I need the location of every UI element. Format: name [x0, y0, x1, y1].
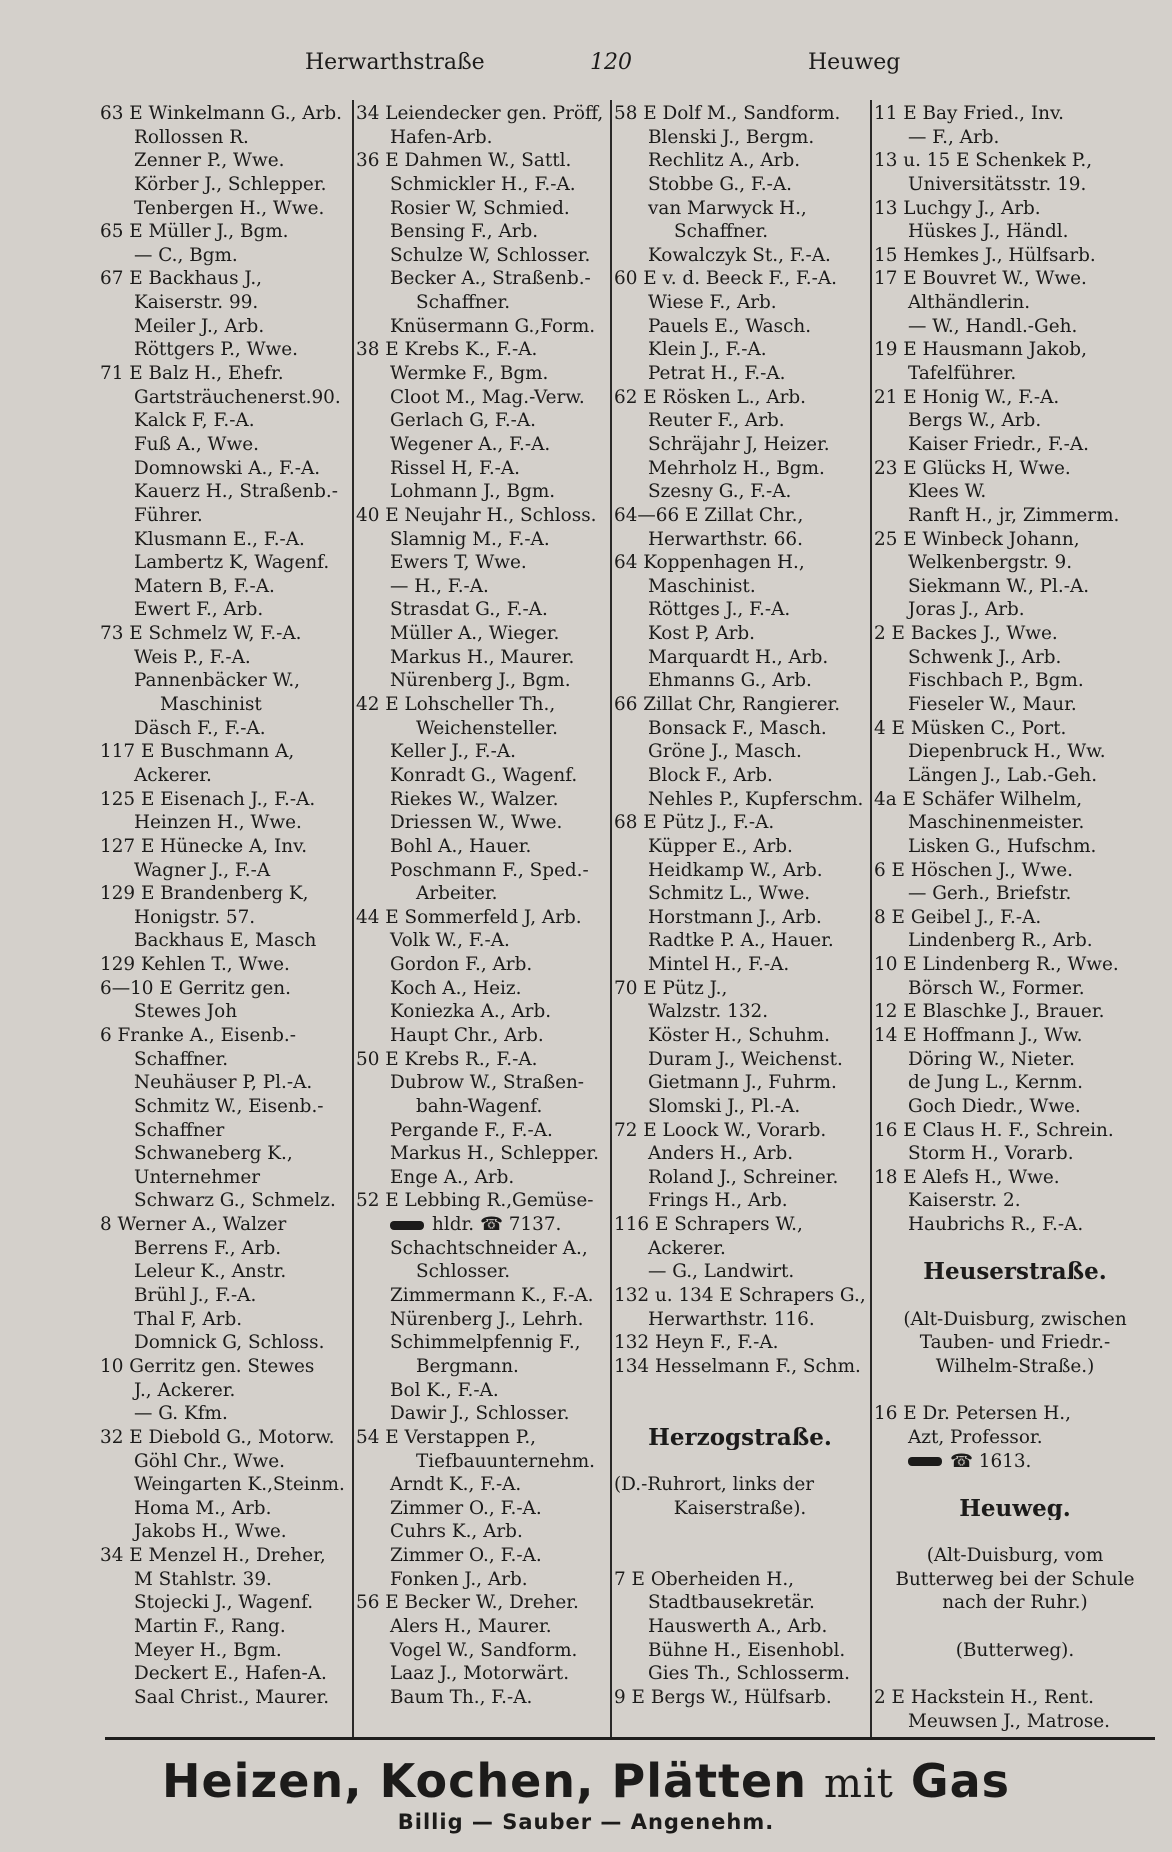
directory-entry: Knüsermann G.,Form.: [390, 315, 596, 337]
directory-entry: Schaffner.: [416, 292, 511, 314]
directory-entry: Domnowski A., F.-A.: [134, 457, 321, 479]
directory-entry: Schulze W, Schlosser.: [390, 244, 591, 266]
directory-entry: [614, 1379, 866, 1403]
directory-entry: Block F., Arb.: [648, 764, 773, 786]
directory-entry: 58 E Dolf M., Sandform.: [614, 103, 841, 124]
directory-entry: Stewes Joh: [134, 1001, 238, 1023]
directory-entry: Cloot M., Mag.-Verw.: [390, 386, 585, 408]
directory-entry: Ewert F., Arb.: [134, 599, 264, 621]
directory-entry: (Alt-Duisburg, vom: [926, 1545, 1104, 1567]
directory-entry: Dawir J., Schlosser.: [390, 1403, 570, 1425]
directory-entry: Herwarthstr. 116.: [648, 1308, 815, 1330]
directory-entry: Tiefbauunternehm.: [416, 1450, 596, 1472]
directory-entry: Schwenk J., Arb.: [908, 646, 1062, 668]
directory-entry: Cuhrs K., Arb.: [390, 1521, 523, 1543]
directory-entry: Körber J., Schlepper.: [134, 173, 327, 195]
directory-entry: Marquardt H., Arb.: [648, 646, 829, 668]
directory-entry: Vogel W., Sandform.: [390, 1639, 578, 1661]
directory-entry: 72 E Loock W., Vorarb.: [614, 1119, 827, 1141]
directory-entry: Althändlerin.: [908, 292, 1031, 314]
column-1: [100, 102, 350, 1710]
directory-entry: Längen J., Lab.-Geh.: [908, 764, 1098, 786]
directory-entry: [614, 1402, 866, 1426]
directory-entry: 12 E Blaschke J., Brauer.: [874, 1001, 1105, 1023]
directory-entry: Walzstr. 132.: [648, 1001, 769, 1023]
directory-entry: Göhl Chr., Wwe.: [134, 1450, 285, 1472]
directory-entry: Anders H., Arb.: [648, 1143, 794, 1165]
directory-entry: 9 E Bergs W., Hülfsarb.: [614, 1686, 832, 1708]
directory-entry: 10 E Lindenberg R., Wwe.: [874, 954, 1119, 976]
directory-entry: Gartsträuchenerst.90.: [134, 386, 341, 408]
directory-entry: Bühne H., Eisenhobl.: [648, 1639, 846, 1661]
directory-entry: Weichensteller.: [416, 717, 559, 739]
column-divider: [610, 100, 612, 1738]
directory-entry: [614, 1520, 866, 1544]
directory-entry: Thal F, Arb.: [134, 1308, 243, 1330]
directory-entry: Stojecki J., Wagenf.: [134, 1592, 314, 1614]
directory-entry: Berrens F., Arb.: [134, 1237, 282, 1259]
directory-entry: Azt, Professor.: [908, 1426, 1043, 1448]
page-number: 120: [590, 50, 632, 75]
directory-entry: Driessen W., Wwe.: [390, 812, 563, 834]
street-heading: Heuweg.: [959, 1496, 1071, 1521]
directory-entry: Lindenberg R., Arb.: [908, 930, 1093, 952]
directory-entry: Weis P., F.-A.: [134, 646, 251, 668]
directory-entry: Jakobs H., Wwe.: [134, 1521, 287, 1543]
directory-entry: 44 E Sommerfeld J, Arb.: [356, 906, 582, 928]
directory-entry: 129 E Brandenberg K,: [100, 883, 309, 905]
street-heading: Heuserstraße.: [923, 1260, 1107, 1285]
directory-entry: Ackerer.: [648, 1237, 726, 1259]
directory-entry: Röttgers P., Wwe.: [134, 339, 298, 361]
telephone-entry-text: ☎ 1613.: [950, 1450, 1032, 1472]
directory-entry: 40 E Neujahr H., Schloss.: [356, 504, 597, 526]
directory-entry: Deckert E., Hafen-A.: [134, 1663, 327, 1685]
directory-entry: 32 E Diebold G., Motorw.: [100, 1426, 335, 1448]
directory-entry: 66 Zillat Chr, Rangierer.: [614, 694, 841, 716]
directory-entry: Tenbergen H., Wwe.: [134, 197, 325, 219]
directory-entry: [874, 1520, 1156, 1544]
directory-entry: Konradt G., Wagenf.: [390, 764, 578, 786]
directory-entry: Hüskes J., Händl.: [908, 221, 1069, 243]
directory-entry: — H., F.-A.: [390, 575, 489, 597]
directory-entry: Haupt Chr., Arb.: [390, 1024, 544, 1046]
directory-entry: Rollossen R.: [134, 126, 249, 148]
directory-entry: Alers H., Maurer.: [390, 1616, 552, 1637]
directory-entry: 10 Gerritz gen. Stewes: [100, 1355, 315, 1377]
directory-entry: Fuß A., Wwe.: [134, 433, 259, 455]
directory-entry: (Butterweg).: [955, 1639, 1075, 1661]
directory-entry: [874, 1473, 1156, 1497]
directory-entry: Meyer H., Bgm.: [134, 1639, 282, 1661]
directory-entry: Zimmermann K., F.-A.: [390, 1285, 594, 1307]
directory-entry: Schaffner.: [674, 221, 769, 243]
directory-entry: Bohl A., Hauer.: [390, 835, 532, 857]
advert-main: Heizen, Kochen, Plätten: [161, 1754, 807, 1808]
directory-entry: Döring W., Nieter.: [908, 1048, 1075, 1070]
directory-entry: Bergs W., Arb.: [908, 410, 1042, 432]
directory-entry: Honigstr. 57.: [134, 906, 256, 928]
directory-entry: Mintel H., F.-A.: [648, 954, 790, 976]
column-2: [356, 102, 608, 1710]
directory-entry: Meiler J., Arb.: [134, 315, 265, 337]
directory-entry: 62 E Rösken L., Arb.: [614, 386, 807, 408]
directory-entry: Pauels E., Wasch.: [648, 315, 812, 337]
directory-entry: Rissel H, F.-A.: [390, 457, 521, 479]
directory-entry: — G., Landwirt.: [648, 1261, 795, 1283]
directory-entry: Kaiserstraße).: [673, 1497, 807, 1519]
directory-entry: Strasdat G., F.-A.: [390, 599, 548, 621]
directory-entry: van Marwyck H.,: [648, 197, 807, 219]
directory-entry: Storm H., Vorarb.: [908, 1143, 1074, 1165]
directory-entry: [874, 1662, 1156, 1686]
directory-entry: 70 E Pütz J.,: [614, 977, 728, 999]
directory-entry: Gerlach G, F.-A.: [390, 410, 537, 432]
telephone-entry-text: hldr. ☎ 7137.: [432, 1214, 562, 1236]
directory-entry: 67 E Backhaus J.,: [100, 268, 263, 290]
directory-entry: Radtke P. A., Hauer.: [648, 930, 834, 952]
directory-entry: Däsch F., F.-A.: [134, 717, 266, 739]
directory-entry: Ranft H., jr, Zimmerm.: [908, 504, 1120, 526]
directory-entry: Brühl J., F.-A.: [134, 1285, 257, 1307]
directory-entry: — F., Arb.: [908, 126, 1000, 148]
directory-entry: 11 E Bay Fried., Inv.: [874, 103, 1065, 124]
directory-entry: Kowalczyk St., F.-A.: [648, 244, 831, 266]
directory-entry: [874, 1615, 1156, 1639]
directory-entry: 116 E Schrapers W.,: [614, 1214, 803, 1236]
directory-entry: Joras J., Arb.: [908, 599, 1025, 621]
directory-entry: [614, 1544, 866, 1568]
directory-entry: Wermke F., Bgm.: [390, 363, 549, 385]
directory-entry: Reuter F., Arb.: [648, 410, 785, 432]
directory-entry: — G. Kfm.: [134, 1403, 228, 1425]
column-4: [874, 102, 1156, 1733]
directory-entry: Kalck F, F.-A.: [134, 410, 255, 432]
directory-entry: de Jung L., Kernm.: [908, 1072, 1083, 1094]
directory-entry: 50 E Krebs R., F.-A.: [356, 1048, 538, 1070]
directory-entry: Bergmann.: [416, 1355, 519, 1377]
directory-entry: 21 E Honig W., F.-A.: [874, 386, 1060, 408]
directory-entry: Markus H., Maurer.: [390, 646, 575, 668]
directory-entry: 2 E Backes J., Wwe.: [874, 623, 1058, 645]
directory-entry: 8 Werner A., Walzer: [100, 1214, 287, 1236]
directory-entry: Gies Th., Schlosserm.: [648, 1663, 850, 1685]
header-right-street: Heuweg: [808, 50, 901, 75]
directory-entry: Zimmer O., F.-A.: [390, 1545, 542, 1567]
directory-entry: [874, 1379, 1156, 1403]
directory-entry: nach der Ruhr.): [942, 1592, 1088, 1614]
directory-entry: Schimmelpfennig F.,: [390, 1332, 581, 1354]
directory-entry: 7 E Oberheiden H.,: [614, 1568, 795, 1590]
directory-entry: 13 Luchgy J., Arb.: [874, 197, 1041, 219]
directory-entry: Bonsack F., Masch.: [648, 717, 827, 739]
directory-entry: Gröne J., Masch.: [648, 741, 802, 763]
directory-entry: 17 E Bouvret W., Wwe.: [874, 268, 1087, 290]
directory-entry: (D.-Ruhrort, links der: [614, 1474, 815, 1496]
directory-entry: Fieseler W., Maur.: [908, 694, 1077, 716]
advert-gas: Gas: [910, 1754, 1011, 1808]
telephone-icon: [908, 1457, 942, 1466]
directory-entry: Butterweg bei der Schule: [895, 1568, 1135, 1590]
directory-entry: Schlosser.: [416, 1261, 511, 1283]
directory-entry: Nürenberg J., Bgm.: [390, 670, 571, 692]
street-heading: Herzogstraße.: [648, 1425, 832, 1450]
directory-entry: 132 Heyn F., F.-A.: [614, 1332, 779, 1354]
directory-entry: Schräjahr J, Heizer.: [648, 433, 830, 455]
directory-entry: [874, 1237, 1156, 1261]
directory-entry: Markus H., Schlepper.: [390, 1143, 599, 1165]
directory-entry: Gietmann J., Fuhrm.: [648, 1072, 837, 1094]
directory-entry: Heidkamp W., Arb.: [648, 859, 823, 881]
directory-entry: Frings H., Arb.: [648, 1190, 788, 1212]
advert-slogan: Billig — Sauber — Angenehm.: [397, 1810, 775, 1834]
directory-entry: Gordon F., Arb.: [390, 954, 533, 976]
directory-entry: 4 E Müsken C., Port.: [874, 717, 1067, 739]
directory-entry: Becker A., Straßenb.-: [390, 268, 591, 290]
directory-entry: 14 E Hoffmann J., Ww.: [874, 1024, 1083, 1046]
directory-entry: J., Ackerer.: [134, 1379, 236, 1401]
directory-entry: 125 E Eisenach J., F.-A.: [100, 788, 316, 810]
directory-entry: Wilhelm-Straße.): [935, 1355, 1095, 1377]
directory-entry: Volk W., F.-A.: [390, 930, 510, 952]
directory-entry: Poschmann F., Sped.-: [390, 859, 589, 881]
directory-entry: Pannenbäcker W.,: [134, 670, 301, 692]
directory-entry: Schmitz W., Eisenb.-: [134, 1095, 324, 1117]
directory-entry: Küpper E., Arb.: [648, 835, 793, 857]
directory-entry: Schwarz G., Schmelz.: [134, 1190, 336, 1212]
directory-entry: Mehrholz H., Bgm.: [648, 457, 825, 479]
directory-entry: M Stahlstr. 39.: [134, 1568, 272, 1590]
directory-entry: Herwarthstr. 66.: [648, 528, 803, 550]
directory-entry: 134 Hesselmann F., Schm.: [614, 1355, 861, 1377]
directory-entry: Ehmanns G., Arb.: [648, 670, 812, 692]
directory-entry: 129 Kehlen T., Wwe.: [100, 954, 290, 976]
directory-entry: Enge A., Arb.: [390, 1166, 515, 1188]
directory-entry: Tafelführer.: [908, 363, 1017, 385]
directory-entry: Führer.: [134, 504, 203, 526]
directory-entry: Homa M., Arb.: [134, 1497, 272, 1519]
directory-entry: Klees W.: [908, 481, 987, 503]
directory-entry: Unternehmer: [134, 1166, 261, 1188]
directory-entry: Universitätsstr. 19.: [908, 173, 1087, 195]
directory-entry: 65 E Müller J., Bgm.: [100, 221, 289, 243]
directory-entry: Wagner J., F.-A: [134, 859, 271, 881]
directory-entry: 4a E Schäfer Wilhelm,: [874, 788, 1083, 810]
directory-entry: Kaiserstr. 2.: [908, 1190, 1021, 1212]
directory-entry: 132 u. 134 E Schrapers G.,: [614, 1285, 866, 1307]
directory-entry: Hauswerth A., Arb.: [648, 1616, 828, 1637]
directory-entry: 71 E Balz H., Ehefr.: [100, 363, 284, 385]
directory-entry: Koniezka A., Arb.: [390, 1001, 552, 1023]
directory-entry: 73 E Schmelz W, F.-A.: [100, 623, 302, 645]
directory-entry: 8 E Geibel J., F.-A.: [874, 906, 1042, 928]
directory-entry: Nürenberg J., Lehrh.: [390, 1308, 584, 1330]
directory-entry: Fischbach P., Bgm.: [908, 670, 1084, 692]
directory-entry: 117 E Buschmann A,: [100, 741, 295, 763]
directory-entry: Maschinist: [160, 694, 262, 716]
directory-entry: bahn-Wagenf.: [416, 1095, 543, 1117]
directory-entry: Backhaus E, Masch: [134, 930, 317, 952]
advert-mit: mit: [824, 1761, 894, 1807]
directory-entry: Rechlitz A., Arb.: [648, 150, 801, 172]
directory-entry: Köster H., Schuhm.: [648, 1024, 830, 1046]
directory-entry: Leleur K., Anstr.: [134, 1261, 287, 1283]
directory-entry: 23 E Glücks H, Wwe.: [874, 457, 1071, 479]
directory-entry: 25 E Winbeck Johann,: [874, 528, 1080, 550]
directory-entry: Domnick G, Schloss.: [134, 1332, 325, 1354]
directory-entry: 15 Hemkes J., Hülfsarb.: [874, 244, 1096, 266]
directory-entry: Siekmann W., Pl.-A.: [908, 575, 1090, 597]
directory-entry: Koch A., Heiz.: [390, 977, 522, 999]
directory-entry: Börsch W., Former.: [908, 977, 1085, 999]
directory-entry: 2 E Hackstein H., Rent.: [874, 1686, 1094, 1708]
directory-entry: Klein J., F.-A.: [648, 339, 767, 361]
directory-entry: Szesny G., F.-A.: [648, 481, 792, 503]
directory-entry: Goch Diedr., Wwe.: [908, 1095, 1081, 1117]
directory-entry: Haubrichs R., F.-A.: [908, 1214, 1084, 1236]
directory-entry: Slomski J., Pl.-A.: [648, 1095, 801, 1117]
directory-entry: 36 E Dahmen W., Sattl.: [356, 150, 572, 172]
directory-entry: — W., Handl.-Geh.: [908, 315, 1078, 337]
directory-entry: Wegener A., F.-A.: [390, 433, 551, 455]
directory-entry: 19 E Hausmann Jakob,: [874, 339, 1087, 361]
directory-entry: 6 Franke A., Eisenb.-: [100, 1024, 296, 1046]
directory-entry: Nehles P., Kupferschm.: [648, 788, 864, 810]
directory-entry: Slamnig M., F.-A.: [390, 528, 550, 550]
directory-entry: Schachtschneider A.,: [390, 1237, 588, 1259]
directory-entry: Lambertz K, Wagenf.: [134, 552, 330, 574]
directory-entry: [356, 1213, 608, 1237]
directory-entry: Zimmer O., F.-A.: [390, 1497, 542, 1519]
directory-entry: Schaffner.: [134, 1048, 229, 1070]
directory-entry: 54 E Verstappen P.,: [356, 1426, 537, 1448]
directory-entry: Rosier W, Schmied.: [390, 197, 570, 219]
directory-entry: Arbeiter.: [416, 883, 498, 905]
directory-entry: Heinzen H., Wwe.: [134, 812, 302, 834]
directory-entry: Röttges J., F.-A.: [648, 599, 791, 621]
directory-entry: [614, 1450, 866, 1474]
header-left-street: Herwarthstraße: [305, 50, 485, 75]
directory-entry: Bensing F., Arb.: [390, 221, 539, 243]
directory-entry: Kost P, Arb.: [648, 623, 756, 645]
directory-entry: 16 E Claus H. F., Schrein.: [874, 1119, 1114, 1141]
directory-entry: 34 Leiendecker gen. Pröff,: [356, 103, 604, 124]
directory-entry: Martin F., Rang.: [134, 1616, 286, 1637]
directory-entry: Matern B, F.-A.: [134, 575, 275, 597]
column-divider: [352, 100, 354, 1738]
directory-entry: Weingarten K.,Steinm.: [134, 1474, 345, 1496]
directory-entry: Kaiser Friedr., F.-A.: [908, 433, 1090, 455]
directory-entry: Kaiserstr. 99.: [134, 292, 259, 314]
directory-entry: 16 E Dr. Petersen H.,: [874, 1403, 1071, 1425]
directory-entry: Wiese F., Arb.: [648, 292, 777, 314]
directory-entry: Horstmann J., Arb.: [648, 906, 822, 928]
directory-entry: [874, 1450, 1156, 1474]
directory-entry: Stadtbausekretär.: [648, 1592, 815, 1614]
directory-entry: Kauerz H., Straßenb.-: [134, 481, 338, 503]
directory-entry: — Gerh., Briefstr.: [908, 883, 1072, 905]
directory-entry: Baum Th., F.-A.: [390, 1686, 533, 1708]
directory-entry: Petrat H., F.-A.: [648, 363, 786, 385]
directory-entry: Schmitz L., Wwe.: [648, 883, 811, 905]
directory-entry: — C., Bgm.: [134, 244, 238, 266]
directory-entry: 6 E Höschen J., Wwe.: [874, 859, 1073, 881]
directory-entry: Müller A., Wieger.: [390, 623, 560, 645]
column-3: [614, 102, 866, 1710]
directory-entry: Arndt K., F.-A.: [390, 1474, 522, 1496]
directory-entry: Riekes W., Walzer.: [390, 788, 559, 810]
directory-entry: Hafen-Arb.: [390, 126, 493, 148]
directory-entry: Ackerer.: [134, 764, 212, 786]
directory-entry: Diepenbruck H., Ww.: [908, 741, 1106, 763]
directory-entry: Maschinist.: [648, 575, 756, 597]
directory-entry: (Alt-Duisburg, zwischen: [903, 1308, 1127, 1330]
directory-entry: Dubrow W., Straßen-: [390, 1072, 585, 1094]
directory-entry: 52 E Lebbing R.,Gemüse-: [356, 1190, 594, 1212]
directory-entry: [874, 1284, 1156, 1308]
directory-entry: Keller J., F.-A.: [390, 741, 516, 763]
advert-rule: [105, 1737, 1155, 1740]
column-divider: [870, 100, 872, 1738]
directory-entry: 64 Koppenhagen H.,: [614, 552, 805, 574]
directory-entry: Stobbe G., F.-A.: [648, 173, 792, 195]
directory-entry: Schwaneberg K.,: [134, 1143, 293, 1165]
directory-entry: Blenski J., Bergm.: [648, 126, 815, 148]
directory-entry: Schaffner: [134, 1119, 225, 1141]
directory-entry: 68 E Pütz J., F.-A.: [614, 812, 775, 834]
directory-entry: 38 E Krebs K., F.-A.: [356, 339, 538, 361]
directory-entry: Meuwsen J., Matrose.: [908, 1710, 1111, 1732]
directory-entry: Bol K., F.-A.: [390, 1379, 499, 1401]
directory-entry: Duram J., Weichenst.: [648, 1048, 843, 1070]
directory-entry: 63 E Winkelmann G., Arb.: [100, 103, 342, 124]
directory-entry: Welkenbergstr. 9.: [908, 552, 1073, 574]
directory-entry: Klusmann E., F.-A.: [134, 528, 305, 550]
directory-entry: Fonken J., Arb.: [390, 1568, 528, 1590]
directory-entry: Schmickler H., F.-A.: [390, 173, 576, 195]
directory-entry: Tauben- und Friedr.-: [919, 1332, 1111, 1354]
directory-entry: 18 E Alefs H., Wwe.: [874, 1166, 1060, 1188]
directory-entry: Maschinenmeister.: [908, 812, 1085, 834]
directory-entry: Neuhäuser P, Pl.-A.: [134, 1072, 313, 1094]
directory-entry: 13 u. 15 E Schenkek P.,: [874, 150, 1093, 172]
directory-entry: Zenner P., Wwe.: [134, 150, 285, 172]
directory-entry: Ewers T, Wwe.: [390, 552, 527, 574]
directory-entry: Lohmann J., Bgm.: [390, 481, 556, 503]
directory-entry: Saal Christ., Maurer.: [134, 1686, 330, 1708]
directory-entry: 64—66 E Zillat Chr.,: [614, 504, 804, 526]
directory-entry: 56 E Becker W., Dreher.: [356, 1592, 579, 1614]
directory-entry: 42 E Lohscheller Th.,: [356, 694, 556, 716]
directory-entry: 6—10 E Gerritz gen.: [100, 977, 291, 999]
directory-entry: 34 E Menzel H., Dreher,: [100, 1545, 326, 1567]
advert-headline: [0, 1752, 1172, 1813]
directory-entry: Lisken G., Hufschm.: [908, 835, 1097, 857]
directory-entry: Laaz J., Motorwärt.: [390, 1663, 570, 1685]
directory-entry: Roland J., Schreiner.: [648, 1166, 839, 1188]
directory-entry: 60 E v. d. Beeck F., F.-A.: [614, 268, 837, 290]
directory-entry: 127 E Hünecke A, Inv.: [100, 835, 308, 857]
directory-entry: Pergande F., F.-A.: [390, 1119, 553, 1141]
telephone-icon: [390, 1221, 424, 1230]
